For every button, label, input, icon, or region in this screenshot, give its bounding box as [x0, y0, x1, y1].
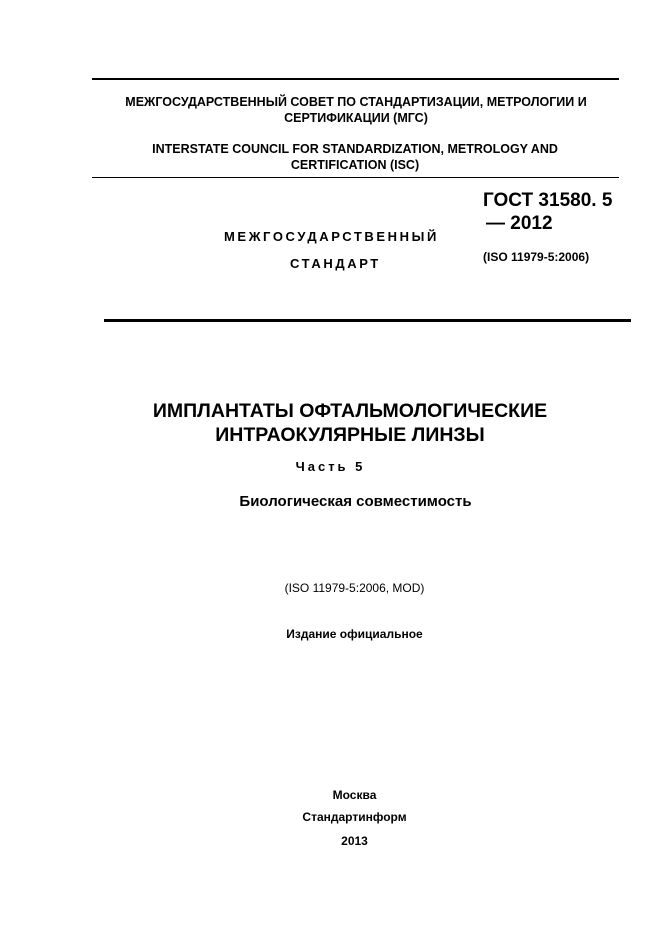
- part-number: Часть 5: [295, 459, 366, 474]
- standard-divider: [104, 319, 631, 322]
- publication-city: Москва: [332, 788, 377, 802]
- standard-iso-reference: (ISO 11979-5:2006): [483, 250, 590, 264]
- document-subtitle: Биологическая совместимость: [239, 493, 472, 510]
- iso-modification: (ISO 11979-5:2006, MOD): [284, 581, 425, 595]
- council-name-en: INTERSTATE COUNCIL FOR STANDARDIZATION, METROLOGY AND CERTIFICATION (ISC): [152, 142, 558, 172]
- council-name-ru: МЕЖГОСУДАРСТВЕННЫЙ СОВЕТ ПО СТАНДАРТИЗАЦИИ, МЕТРОЛОГИИ И СЕРТИФИКАЦИИ (МГС): [125, 95, 587, 125]
- publisher-name: Стандартинформ: [302, 810, 407, 824]
- standard-type-line2: СТАНДАРТ: [290, 256, 381, 271]
- standard-code-line1: ГОСТ 31580. 5: [483, 190, 613, 211]
- edition-note: Издание официальное: [286, 627, 423, 641]
- standard-code-line2: — 2012: [486, 213, 553, 234]
- top-rule: [92, 78, 619, 80]
- publication-year: 2013: [341, 834, 368, 848]
- document-title: ИМПЛАНТАТЫ ОФТАЛЬМОЛОГИЧЕСКИЕ ИНТРАОКУЛЯРНЫЕ ЛИНЗЫ: [152, 400, 548, 446]
- header-divider: [92, 177, 619, 178]
- standard-type-line1: МЕЖГОСУДАРСТВЕННЫЙ: [224, 229, 439, 244]
